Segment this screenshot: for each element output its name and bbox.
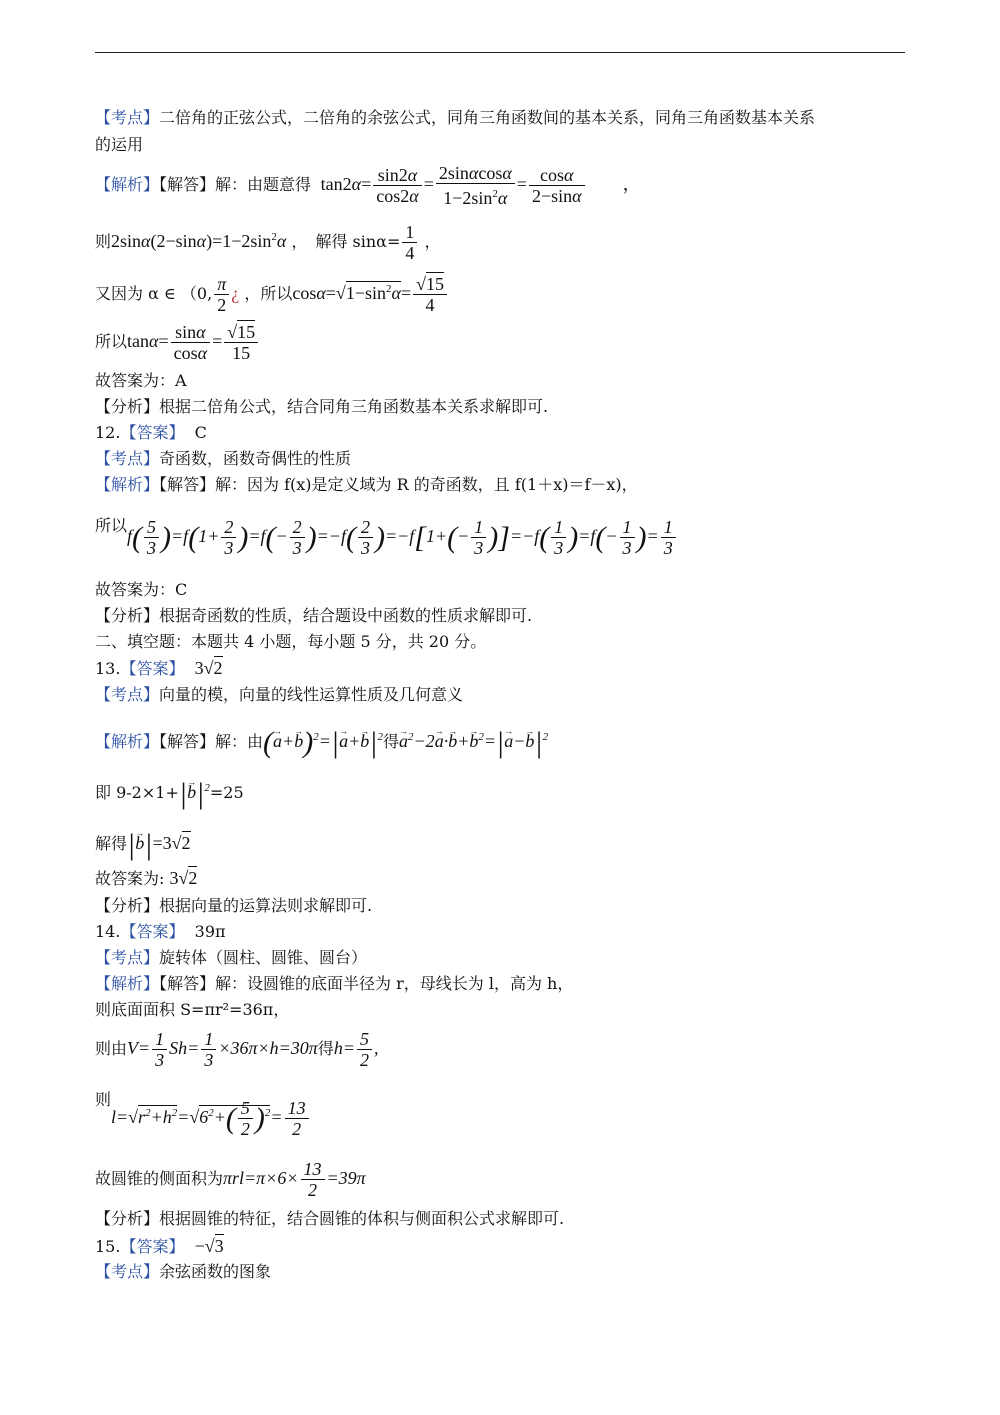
jiexi-tag: 【解析】 bbox=[95, 974, 160, 993]
kaodian-tag: 【考点】 bbox=[95, 685, 160, 704]
p14-de: 得 bbox=[317, 1039, 334, 1058]
p13-eq-result: |→ b| bbox=[127, 833, 153, 853]
jieda-tag: 【解答】 bbox=[159, 175, 216, 194]
p12-derivation-line bbox=[95, 508, 678, 566]
p11-kaodian-line-2 bbox=[95, 135, 143, 155]
daan-tag: 【答案】 bbox=[120, 659, 185, 678]
p13-abs-b: |→ $b|^2$ bbox=[179, 782, 210, 802]
p13-answer-value: 3√2 bbox=[169, 868, 198, 888]
p11-fenxi: 根据二倍角公式，结合同角三角函数基本关系求解即可. bbox=[159, 397, 549, 416]
p14-jiexi-line bbox=[95, 974, 573, 994]
p13-jiede-line bbox=[95, 825, 191, 863]
p13-eq-expand: → $a^2-2\to a\cdot\to b+\to b^2=|\to a-\to b|^2$ bbox=[399, 731, 548, 751]
jiexi-tag: 【解析】 bbox=[95, 732, 160, 751]
p11-ze-line: 则$2\sin\alpha(2-\sin\alpha)=1-2\sin^2\alpha$ ， 解得 sinα= $\frac{1}{4}$ ， bbox=[95, 222, 441, 264]
p14-jie: 解：设圆锥的底面半径为 r，母线长为 l，高为 h， bbox=[215, 974, 574, 993]
p13-jiexi-line bbox=[95, 715, 548, 765]
p11-fenxi-line bbox=[95, 397, 548, 417]
p14-eq-volume: V= $\frac{1}{3}$ Sh= $\frac{1}{3}$ ×36π×h=30π bbox=[127, 1029, 318, 1071]
p13-num: 13. bbox=[95, 659, 121, 678]
jieda-tag: 【解答】 bbox=[159, 475, 216, 494]
p14-fenxi-line bbox=[95, 1209, 564, 1229]
p12-suoyi: 所以 bbox=[95, 516, 128, 535]
daan-tag: 【答案】 bbox=[120, 1237, 185, 1256]
p12-answer-header bbox=[95, 423, 207, 443]
p11-suoyi-tan: 所以 bbox=[95, 332, 128, 351]
fenxi-tag: 【分析】 bbox=[95, 397, 160, 416]
p12-kaodian: 奇函数，函数奇偶性的性质 bbox=[159, 449, 352, 468]
p13-kaodian-line bbox=[95, 685, 463, 705]
p12-answer-line bbox=[95, 580, 187, 600]
p11-suoyi-cos: ，所以 bbox=[244, 284, 293, 303]
p13-jiede: 解得 bbox=[95, 834, 128, 853]
p12-fenxi-line bbox=[95, 606, 532, 626]
fenxi-tag: 【分析】 bbox=[95, 606, 160, 625]
p14-l-line bbox=[95, 1085, 311, 1147]
p14-eq-h: h= $\frac{5}{2}$ , bbox=[333, 1029, 379, 1071]
section-2-title: 二、填空题：本题共 4 小题，每小题 5 分，共 20 分。 bbox=[95, 632, 487, 651]
kaodian-tag: 【考点】 bbox=[95, 449, 160, 468]
p14-gu: 故圆锥的侧面积为 bbox=[95, 1169, 224, 1188]
jieda-tag: 【解答】 bbox=[159, 732, 216, 751]
p12-eq: f( $\frac{5}{3}$ )=f(1+ $\frac{2}{3}$ )=f(− $\frac{2}{3}$ )=−f( $\frac{2}{3}$ )=−f[1+(− $\frac{1}{3}$ )]=−f( $\frac{1}{3}$ )=f(− $\frac{1}{3}$ )= $\frac{1}{3}$ bbox=[127, 526, 678, 546]
p13-eq-result-value: =3√2 bbox=[152, 833, 191, 853]
p11-eq-cos: $\cos\alpha=√1-\sin^2\alpha=$ $\frac{√15}{4}$ bbox=[292, 283, 449, 303]
p12-answer-text: 故答案为：C bbox=[95, 580, 188, 599]
p14-fenxi: 根据圆锥的特征，结合圆锥的体积与侧面积公式求解即可. bbox=[159, 1209, 565, 1228]
p15-kaodian-line bbox=[95, 1262, 271, 1282]
p11-eq-tan2a: tan2α= $\frac{\sin 2\alpha}{\cos 2\alpha}$ = $\frac{2\sin\alpha\cos\alpha}{1-2\sin^2\alpha}$ = $\frac{\cos\alpha}{2-\sin\alpha}$ ， bbox=[316, 163, 641, 209]
p13-answer-header bbox=[95, 658, 223, 679]
p11-interval: $\frac{\pi}{2}$ ¿ bbox=[212, 283, 239, 303]
p14-answer-header bbox=[95, 922, 226, 942]
p13-ji-tail: =25 bbox=[209, 783, 244, 802]
p14-eq-lateral: πrl=π×6× $\frac{13}{2}$ =39π bbox=[223, 1159, 366, 1201]
p13-answer-label: 故答案为: bbox=[95, 869, 165, 888]
p14-eq-l: $l=√r^2+h^2=√6^2+$( $\frac{5}{2}$ )$^2$= $\frac{13}{2}$ bbox=[111, 1107, 311, 1127]
p13-kaodian: 向量的模，向量的线性运算性质及几何意义 bbox=[159, 685, 464, 704]
p13-jie: 解：由 bbox=[215, 732, 264, 751]
p15-num: 15. bbox=[95, 1237, 121, 1256]
p12-jiexi-line bbox=[95, 475, 638, 495]
p13-fenxi: 根据向量的运算法则求解即可. bbox=[159, 896, 373, 915]
p11-sina-value: $\frac{1}{4}$ bbox=[400, 231, 419, 251]
p15-answer: −√3 bbox=[194, 1236, 224, 1256]
jiexi-tag: 【解析】 bbox=[95, 475, 160, 494]
jieda-tag: 【解答】 bbox=[159, 974, 216, 993]
p14-area-line bbox=[95, 1000, 289, 1020]
p15-kaodian: 余弦函数的图象 bbox=[159, 1262, 272, 1281]
p14-answer: 39π bbox=[194, 922, 226, 941]
p15-answer-header bbox=[95, 1236, 224, 1257]
p12-jie: 解：因为 f(x)是定义域为 R 的奇函数，且 f(1＋x)＝f－x)， bbox=[215, 475, 638, 494]
p13-ji: 即 9-2×1+ bbox=[95, 783, 179, 802]
section-heading bbox=[95, 632, 486, 652]
p13-fenxi-line bbox=[95, 896, 372, 916]
p14-area: 则底面面积 S=πr²=36π， bbox=[95, 1000, 290, 1019]
p14-zeyou: 则由 bbox=[95, 1039, 128, 1058]
p13-de: 得 bbox=[383, 732, 400, 751]
p11-kaodian-cont: 的运用 bbox=[95, 135, 144, 154]
p11-jie: 解：由题意得 bbox=[215, 175, 312, 194]
p14-num: 14. bbox=[95, 922, 121, 941]
p14-kaodian: 旋转体（圆柱、圆锥、圆台） bbox=[159, 948, 368, 967]
p14-lateral-line bbox=[95, 1155, 366, 1202]
kaodian-tag: 【考点】 bbox=[95, 948, 160, 967]
header-rule bbox=[95, 52, 905, 53]
p11-ze: 则 bbox=[95, 232, 112, 251]
p13-answer-line bbox=[95, 868, 197, 889]
p14-volume-line bbox=[95, 1025, 378, 1072]
p11-kaodian: 二倍角的正弦公式，二倍角的余弦公式，同角三角函数间的基本关系，同角三角函数基本关系 bbox=[159, 108, 816, 127]
p11-ze-tail: ， 解得 sinα= bbox=[291, 232, 401, 251]
jiexi-tag: 【解析】 bbox=[95, 175, 160, 194]
p14-kaodian-line bbox=[95, 948, 367, 968]
p12-answer: C bbox=[194, 423, 207, 442]
p11-tan-line bbox=[95, 318, 260, 365]
p11-answer-line bbox=[95, 371, 187, 391]
fenxi-tag: 【分析】 bbox=[95, 1209, 160, 1228]
daan-tag: 【答案】 bbox=[120, 423, 185, 442]
p11-eq-ze: $2\sin\alpha(2-\sin\alpha)=1-2\sin^2\alpha$ bbox=[111, 231, 287, 251]
daan-tag: 【答案】 bbox=[120, 922, 185, 941]
p13-answer: 3√2 bbox=[194, 658, 223, 678]
p11-you-line bbox=[95, 266, 449, 317]
p12-kaodian-line bbox=[95, 449, 351, 469]
p13-eq-vector: (→ $a+\to b)^2=|\to a+\to b|^2$ bbox=[263, 731, 383, 751]
kaodian-tag: 【考点】 bbox=[95, 1262, 160, 1281]
p11-kaodian-line bbox=[95, 108, 815, 128]
p12-num: 12. bbox=[95, 423, 121, 442]
p14-ze: 则 bbox=[95, 1090, 112, 1109]
p12-fenxi: 根据奇函数的性质，结合题设中函数的性质求解即可. bbox=[159, 606, 533, 625]
p11-answer: 故答案为：A bbox=[95, 371, 187, 390]
p11-eq-tan: tanα= $\frac{\sin\alpha}{\cos\alpha}$ = $\frac{√15}{15}$ bbox=[127, 331, 260, 351]
kaodian-tag: 【考点】 bbox=[95, 108, 160, 127]
p11-jiexi-line bbox=[95, 160, 641, 209]
fenxi-tag: 【分析】 bbox=[95, 896, 160, 915]
p11-you: 又因为 α ∈ （0, bbox=[95, 284, 213, 303]
p13-ji-line bbox=[95, 770, 244, 812]
